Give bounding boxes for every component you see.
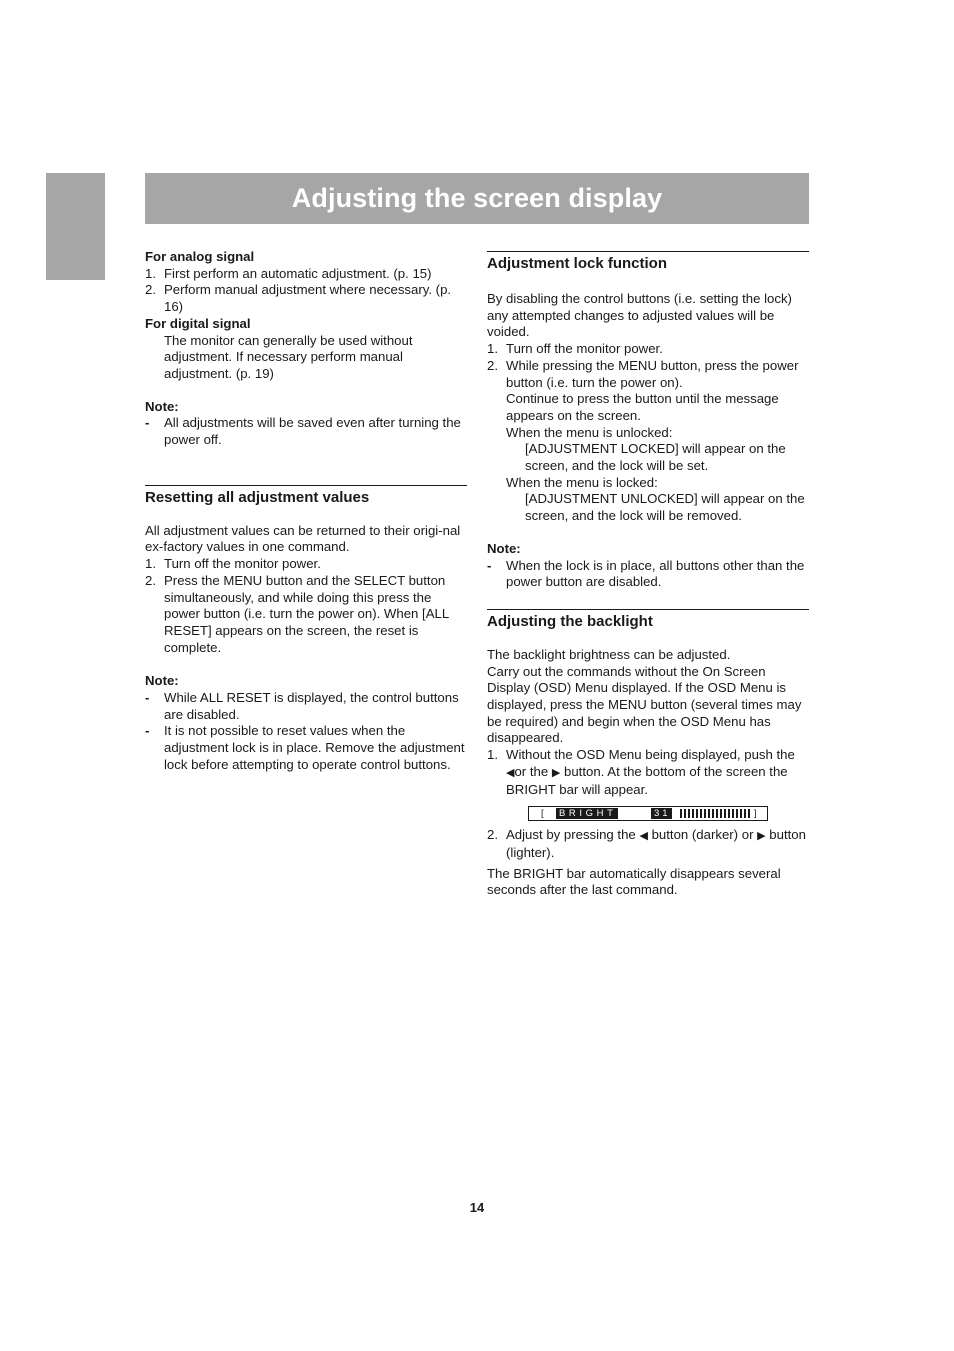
list-number: 2. xyxy=(145,572,156,588)
note-dash: - xyxy=(145,723,150,739)
list-number: 2. xyxy=(487,827,498,843)
list-text: Adjust by pressing the xyxy=(506,827,636,843)
note-dash: - xyxy=(145,690,150,706)
side-tab xyxy=(46,173,105,280)
lock-unlocked-label: When the menu is unlocked: xyxy=(506,424,673,440)
list-text: Turn off the monitor power. xyxy=(164,556,321,572)
lock-unlocked-text: [ADJUSTMENT LOCKED] will appear on the screen, and the lock will be set. xyxy=(525,441,786,474)
note-dash: - xyxy=(487,557,492,573)
lock-locked-text: [ADJUSTMENT UNLOCKED] will appear on the screen, and the lock will be removed. xyxy=(525,491,805,524)
list-text: First perform an automatic adjustment. (p. 15) xyxy=(164,265,432,281)
note-heading: Note: xyxy=(145,398,179,414)
left-arrow-icon: ◀ xyxy=(639,830,648,843)
reset-intro: All adjustment values can be returned to their origi-nal ex-factory values in one command. xyxy=(145,522,461,555)
list-text: or the xyxy=(514,763,549,779)
digital-heading: For digital signal xyxy=(145,315,251,331)
note-item xyxy=(487,558,809,591)
lock-section-title: Adjustment lock function xyxy=(487,255,667,272)
note-text: While ALL RESET is displayed, the control buttons are disabled. xyxy=(164,690,459,722)
list-text: Press the MENU button and the SELECT button simultaneously, and while doing this press the power button (i.e. turn the power on). When [ALL RESET] appears on the screen, the reset is complete. xyxy=(164,572,449,655)
list-number: 1. xyxy=(487,341,498,357)
list-item xyxy=(145,282,467,315)
page-number: 14 xyxy=(469,1200,485,1215)
note-heading: Note: xyxy=(145,673,179,689)
list-text: button. At the bottom of the screen the BRIGHT bar will appear. xyxy=(506,763,788,797)
analog-heading: For analog signal xyxy=(145,249,255,264)
bright-bar-close: ] xyxy=(754,808,757,820)
right-column xyxy=(487,248,809,899)
right-arrow-icon: ▶ xyxy=(551,766,561,779)
bright-bar-level xyxy=(680,809,752,818)
list-text: button (lighter). xyxy=(506,827,806,860)
list-item xyxy=(145,556,467,573)
list-item xyxy=(487,341,809,358)
backlight-section-title: Adjusting the backlight xyxy=(487,612,653,630)
backlight-intro: The backlight brightness can be adjusted. Carry out the commands without the On Screen Display (OSD) Menu displayed. If the OSD Menu is displayed, press the MENU button (several times may be required) and begin when the OSD Menu has disappeared. xyxy=(487,646,802,746)
bright-bar-value: 31 xyxy=(651,808,672,819)
note-dash: - xyxy=(145,415,150,431)
lock-locked-label: When the menu is locked: xyxy=(506,474,658,490)
list-item xyxy=(487,747,809,798)
list-item xyxy=(487,358,809,391)
list-text: While pressing the MENU button, press the power button (i.e. turn the power on). xyxy=(506,357,799,390)
note-text: When the lock is in place, all buttons other than the power button are disabled. xyxy=(506,557,805,590)
lock-continue: Continue to press the button until the message appears on the screen. xyxy=(506,391,779,423)
page-title: Adjusting the screen display xyxy=(145,173,809,224)
list-text: Perform manual adjustment where necessary. (p. 16) xyxy=(164,282,452,315)
list-item xyxy=(145,266,467,283)
list-text: Turn off the monitor power. xyxy=(506,341,663,357)
list-number: 1. xyxy=(145,556,156,572)
note-heading: Note: xyxy=(487,540,521,556)
list-text: button (darker) or xyxy=(651,827,754,843)
backlight-footer: The BRIGHT bar automatically disappears several seconds after the last command. xyxy=(487,865,781,898)
left-arrow-icon: ◀ xyxy=(506,766,515,779)
left-column xyxy=(145,248,467,774)
right-arrow-icon: ▶ xyxy=(757,830,766,843)
note-item xyxy=(145,723,467,773)
list-item xyxy=(487,827,809,861)
lock-intro: By disabling the control buttons (i.e. setting the lock) any attempted changes to adjusted values will be voided. xyxy=(487,291,792,340)
bright-bar-open: [ xyxy=(541,808,544,820)
note-item xyxy=(145,690,467,723)
bright-bar xyxy=(528,806,768,821)
note-item xyxy=(145,415,467,448)
note-text: All adjustments will be saved even after turning the power off. xyxy=(164,415,461,448)
list-number: 1. xyxy=(145,265,156,281)
bright-bar-label: BRIGHT xyxy=(556,808,618,819)
list-number: 2. xyxy=(145,282,156,298)
digital-text: The monitor can generally be used without adjustment. If necessary perform manual adjustment. (p. 19) xyxy=(164,332,413,381)
list-text: Without the OSD Menu being displayed, push the xyxy=(506,747,795,763)
list-number: 1. xyxy=(487,747,498,763)
note-text: It is not possible to reset values when the adjustment lock is in place. Remove the adjustment lock before attempting to operate control buttons. xyxy=(164,723,465,772)
list-item xyxy=(145,573,467,657)
reset-section-title: Resetting all adjustment values xyxy=(145,488,370,506)
list-number: 2. xyxy=(487,357,498,373)
